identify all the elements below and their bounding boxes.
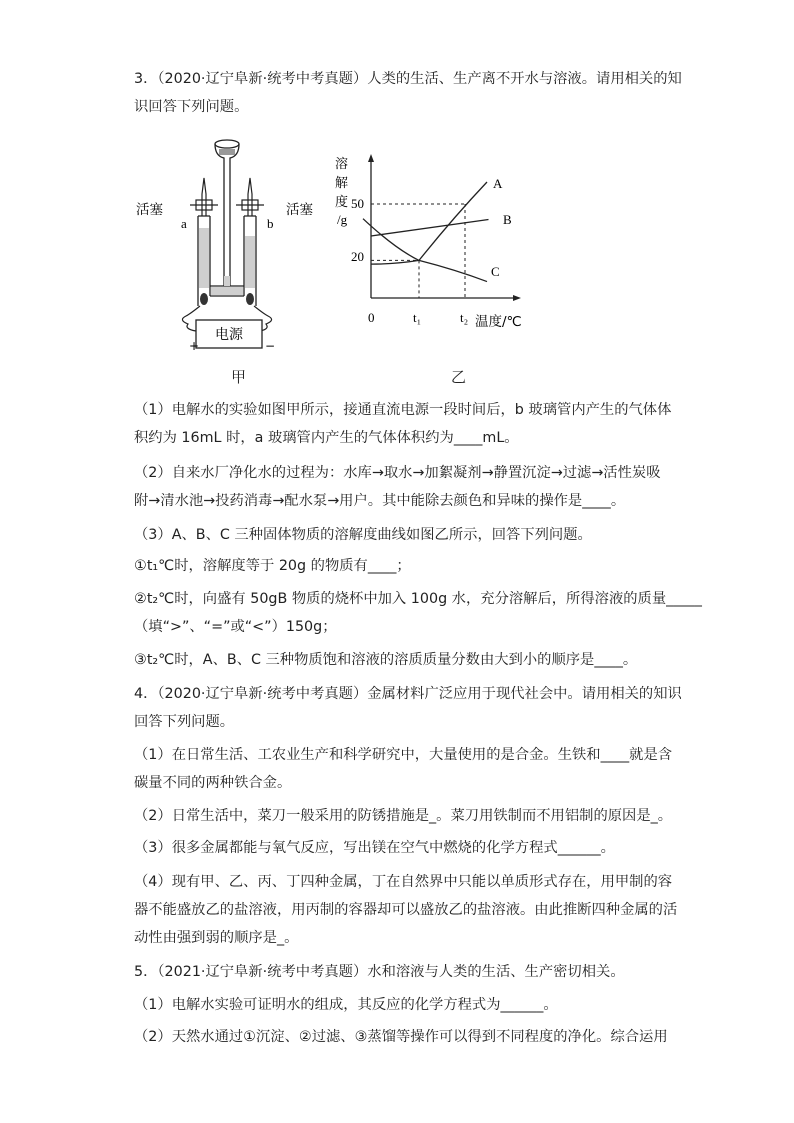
q5-stem: 5．（2021·辽宁阜新·统考中考真题）水和溶液与人类的生活、生产密切相关。 (134, 964, 625, 980)
y-axis-arrow (368, 154, 374, 162)
left-stopcock-label: 活塞 (136, 202, 163, 218)
curve-label-c: C (491, 264, 500, 279)
y-tick-20: 20 (351, 249, 364, 264)
plus-sign: + (189, 339, 200, 353)
q4-part1-line2: 碳量不同的两种铁合金。 (134, 775, 292, 791)
solubility-chart (325, 150, 530, 335)
tube-a-label: a (181, 216, 187, 231)
q4-part3: （3）很多金属都能与氧气反应，写出镁在空气中燃烧的化学方程式______。 (134, 840, 615, 856)
figure-yi-caption: 乙 (451, 368, 467, 386)
ylabel-char-4: /g (337, 212, 348, 227)
q3-stem-line2: 识回答下列问题。 (134, 99, 249, 115)
q3-part3-sub1: ①t₁℃时，溶解度等于 20g 的物质有____； (134, 558, 411, 574)
x-axis-label: 温度/℃ (475, 314, 522, 330)
q3-part3-sub2-line1: ②t₂℃时，向盛有 50gB 物质的烧杯中加入 100g 水，充分溶解后，所得溶液的质量_____ (134, 591, 702, 607)
power-source-label: 电源 (215, 327, 243, 343)
y-tick-50: 50 (351, 196, 364, 211)
ylabel-char-2: 解 (335, 176, 349, 191)
q4-stem-line2: 回答下列问题。 (134, 714, 235, 730)
q4-part4-line3: 动性由强到弱的顺序是_。 (134, 930, 299, 946)
q4-part2: （2）日常生活中，菜刀一般采用的防锈措施是_。菜刀用铁制而不用铝制的原因是_。 (134, 808, 673, 824)
minus-sign: − (265, 339, 276, 353)
figure-jia-caption: 甲 (231, 368, 247, 386)
q3-part3-sub2-line2: （填“>”、“=”或“<”）150g； (134, 619, 337, 635)
curve-b (371, 220, 489, 236)
curve-a (371, 182, 487, 264)
q5-part1: （1）电解水实验可证明水的组成，其反应的化学方程式为______。 (134, 997, 558, 1013)
q3-part2-line2: 附→清水池→投药消毒→配水泵→用户。其中能除去颜色和异味的操作是____。 (134, 493, 626, 509)
q3-part2-line1: （2）自来水厂净化水的过程为：水库→取水→加絮凝剂→静置沉淀→过滤→活性炭吸 (134, 465, 661, 481)
tube-b-label: b (267, 216, 274, 231)
q3-part3-line1: （3）A、B、C 三种固体物质的溶解度曲线如图乙所示，回答下列问题。 (134, 527, 592, 543)
q4-part4-line2: 器不能盛放乙的盐溶液，用丙制的容器却可以盛放乙的盐溶液。由此推断四种金属的活 (134, 902, 678, 918)
x-tick-t2: t₂ (460, 310, 469, 325)
electrolysis-apparatus-figure (134, 136, 334, 358)
q3-part3-sub3: ③t₂℃时，A、B、C 三种物质饱和溶液的溶质质量分数由大到小的顺序是____。 (134, 652, 638, 668)
x-tick-origin: 0 (368, 310, 375, 325)
q4-part4-line1: （4）现有甲、乙、丙、丁四种金属，丁在自然界中只能以单质形式存在，用甲制的容 (134, 874, 673, 890)
q4-part1-line1: （1）在日常生活、工农业生产和科学研究中，大量使用的是合金。生铁和____就是含 (134, 747, 673, 763)
ylabel-char-3: 度 (335, 195, 349, 210)
curve-label-a: A (493, 176, 503, 191)
x-tick-t1: t₁ (413, 310, 422, 325)
q3-part1-line1: （1）电解水的实验如图甲所示，接通直流电源一段时间后，b 玻璃管内产生的气体体 (134, 402, 672, 418)
q5-part2: （2）天然水通过①沉淀、②过滤、③蒸馏等操作可以得到不同程度的净化。综合运用 (134, 1029, 668, 1045)
q3-stem-line1: 3．（2020·辽宁阜新·统考中考真题）人类的生活、生产离不开水与溶液。请用相关的知 (134, 71, 682, 87)
right-stopcock-label: 活塞 (286, 202, 313, 218)
ylabel-char-1: 溶 (335, 157, 349, 172)
x-axis-arrow (513, 295, 521, 301)
q4-stem-line1: 4．（2020·辽宁阜新·统考中考真题）金属材料广泛应用于现代社会中。请用相关的知识 (134, 686, 682, 702)
curve-label-b: B (503, 212, 512, 227)
q3-part1-line2: 积约为 16mL 时，a 玻璃管内产生的气体体积约为____mL。 (134, 430, 519, 446)
